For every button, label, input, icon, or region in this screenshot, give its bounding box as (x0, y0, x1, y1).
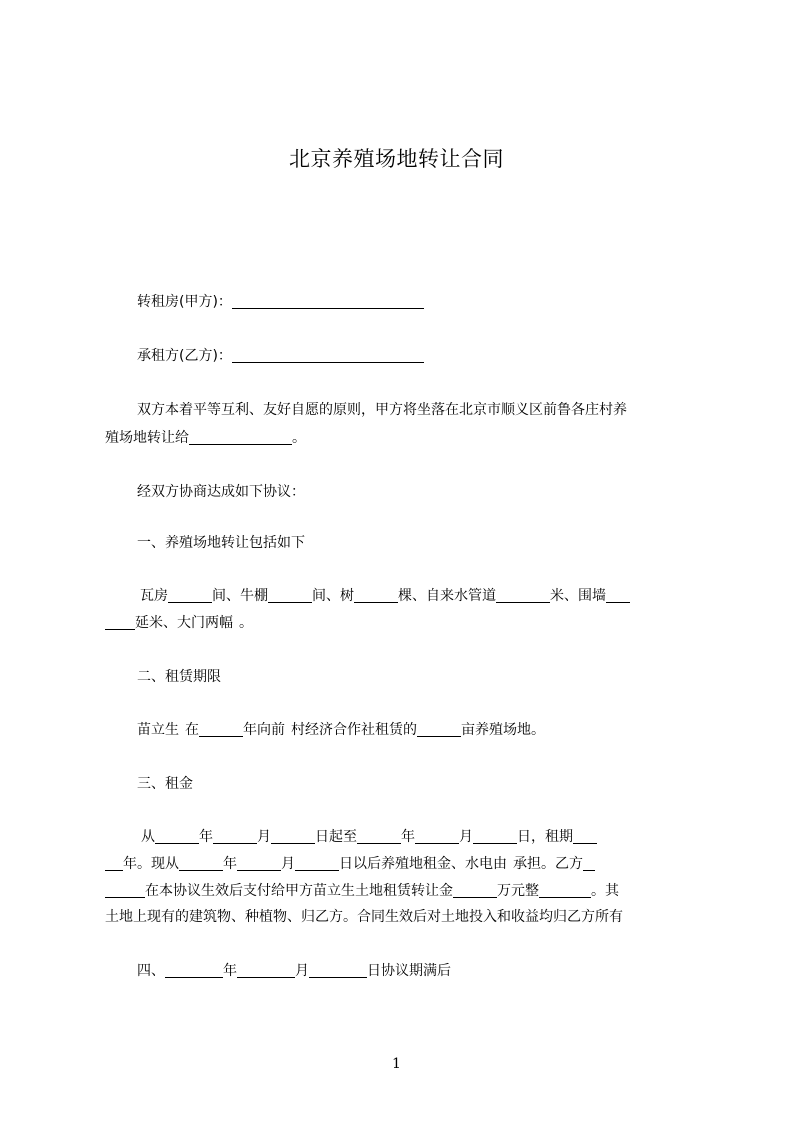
s3-blank (271, 829, 315, 844)
s1-text: 延米、大门两幅 (135, 615, 233, 631)
s2-blank (417, 722, 461, 737)
party-a-blank (232, 294, 424, 309)
s1-text: 间、牛棚 (212, 588, 268, 604)
s3-text: 年 (223, 856, 237, 872)
s3-blank (213, 829, 257, 844)
s3-blank (179, 856, 223, 871)
section3-line-1 (141, 826, 741, 846)
s3-blank (237, 856, 281, 871)
s4-blank (165, 963, 223, 978)
s1-text: 棵、自来水管道 (398, 588, 496, 604)
agreement-lead: 经双方协商达成如下协议： (137, 484, 305, 500)
s3-text: 从 (141, 829, 155, 845)
s3-blank (573, 829, 597, 844)
s4-text: 日协议期满后 (367, 963, 451, 979)
s3-blank (357, 829, 401, 844)
s2-blank (199, 722, 243, 737)
s3-blank (295, 856, 339, 871)
s3-text: 年 (199, 829, 213, 845)
s2-text: 年向前 (243, 722, 285, 738)
section2-line (137, 719, 737, 739)
section1-line-1 (140, 585, 740, 605)
s3-blank (453, 883, 497, 898)
s3-text: 万元整 (497, 883, 539, 899)
s1-blank (168, 588, 212, 603)
section3-heading: 三、租金 (137, 776, 193, 792)
s3-text: 年 (401, 829, 415, 845)
section1-heading: 一、养殖场地转让包括如下 (137, 535, 305, 551)
s4-blank (237, 963, 295, 978)
s1-blank (268, 588, 312, 603)
section1-line-2 (105, 612, 705, 632)
intro-text-1: 双方本着平等互利、友好自愿的原则，甲方将坐落在北京市顺义区前鲁各庄村养 (137, 402, 627, 418)
intro-line-2 (105, 427, 705, 447)
party-a-line (137, 291, 737, 311)
s3-blank (105, 883, 145, 898)
s3-text: 月 (281, 856, 295, 872)
section3-line-3 (105, 880, 705, 900)
s3-text: 。其 (591, 883, 619, 899)
s3-blank (583, 856, 595, 871)
s3-text: 年。现从 (123, 856, 179, 872)
s2-text: 在 (185, 722, 199, 738)
s1-blank (606, 588, 630, 603)
s3-text: 日，租期 (517, 829, 573, 845)
s1-text: 。 (239, 615, 253, 631)
intro-text-2: 殖场地转让给 (105, 430, 189, 446)
s3-blank (155, 829, 199, 844)
party-b-line (137, 345, 737, 365)
section3-line-2 (105, 853, 705, 873)
s1-blank (105, 615, 135, 630)
s4-blank (309, 963, 367, 978)
s3-text: 月 (257, 829, 271, 845)
s3-text: 日起至 (315, 829, 357, 845)
s1-text: 间、树 (312, 588, 354, 604)
document-title: 北京养殖场地转让合同 (289, 147, 504, 171)
party-a-label: 转租房(甲方)： (137, 294, 232, 310)
s3-blank (105, 856, 123, 871)
section3-line-4: 土地上现有的建筑物、种植物、归乙方。合同生效后对土地投入和收益均归乙方所有 (105, 909, 623, 925)
s1-text: 米、围墙 (550, 588, 606, 604)
page-number: 1 (392, 1056, 401, 1072)
intro-end: 。 (292, 430, 306, 446)
intro-line-1 (137, 399, 737, 419)
s3-blank (415, 829, 459, 844)
s3-blank (539, 883, 591, 898)
s4-text: 年 (223, 963, 237, 979)
s4-text: 四、 (137, 963, 165, 979)
section4-line (137, 960, 737, 980)
s2-text: 苗立生 (137, 722, 179, 738)
s3-text: 日以后养殖地租金、水电由 (339, 856, 507, 872)
party-b-label: 承租方(乙方)： (137, 348, 232, 364)
party-b-blank (232, 348, 424, 363)
transferee-blank (189, 430, 292, 445)
s3-text: 在本协议生效后支付给甲方苗立生土地租赁转让金 (145, 883, 453, 899)
s2-text: 村经济合作社租赁的 (291, 722, 417, 738)
s3-text: 承担。乙方 (513, 856, 583, 872)
s2-text: 亩养殖场地。 (461, 722, 545, 738)
s1-text: 瓦房 (140, 588, 168, 604)
section2-heading: 二、租赁期限 (137, 669, 221, 685)
s1-blank (496, 588, 550, 603)
s1-blank (354, 588, 398, 603)
s3-blank (473, 829, 517, 844)
s3-text: 月 (459, 829, 473, 845)
s4-text: 月 (295, 963, 309, 979)
